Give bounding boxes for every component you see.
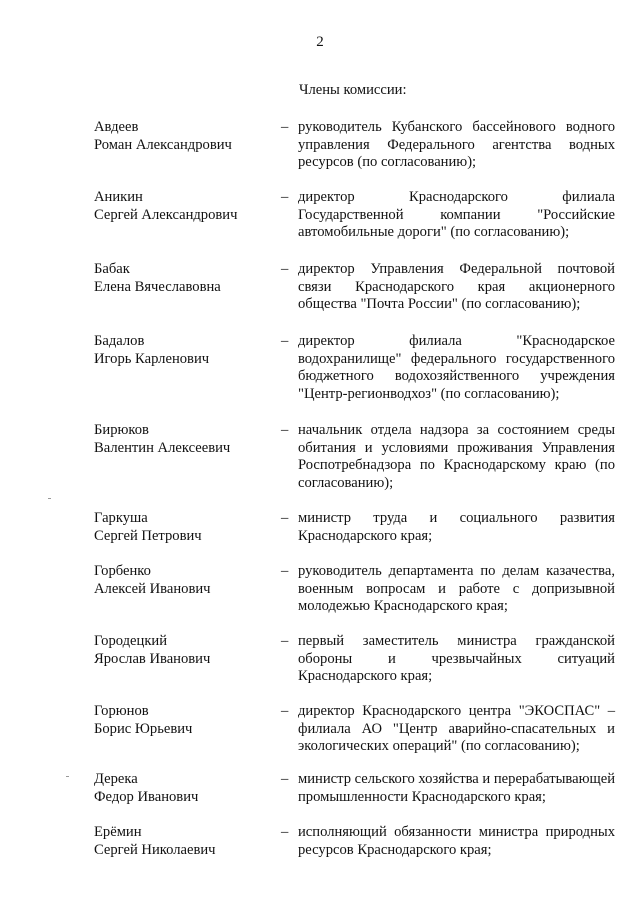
member-given-names: Валентин Алексеевич (94, 439, 231, 456)
member-role: исполняющий обязанности министра природных ресурсов Краснодарского края; (298, 824, 615, 858)
member-given-names: Ярослав Иванович (94, 650, 211, 667)
member-surname: Горбенко (94, 563, 151, 579)
member-surname: Бадалов (94, 333, 145, 349)
dash-separator: – (281, 189, 289, 205)
member-name (94, 510, 274, 545)
member-given-names: Сергей Петрович (94, 527, 202, 544)
member-surname: Бирюков (94, 422, 149, 438)
member-name (94, 189, 274, 224)
member-given-names: Федор Иванович (94, 788, 199, 805)
member-role: первый заместитель министра гражданской обороны и чрезвычайных ситуаций Краснодарского края; (298, 633, 615, 684)
dash-separator: – (281, 510, 289, 526)
member-role: директор филиала "Краснодарское водохранилище" федерального государственного бюджетного водохозяйственного учреждения "Центр-регионводхоз" (по согласованию); (298, 333, 615, 402)
member-surname: Горюнов (94, 703, 149, 719)
member-role: директор Краснодарского филиала Государственной компании "Российские автомобильные дороги" (по согласованию); (298, 189, 615, 240)
member-surname: Аникин (94, 189, 143, 205)
dash-separator: – (281, 119, 289, 135)
dash-separator: – (281, 633, 289, 649)
dash-separator: – (281, 261, 289, 277)
member-given-names: Борис Юрьевич (94, 720, 193, 737)
member-given-names: Игорь Карленович (94, 350, 210, 367)
member-role: руководитель департамента по делам казачества, военным вопросам и работе с допризывной молодежью Краснодарского края; (298, 563, 615, 614)
member-name (94, 563, 274, 598)
member-given-names: Сергей Александрович (94, 206, 238, 223)
member-name (94, 119, 274, 154)
member-role: директор Краснодарского центра "ЭКОСПАС" – филиала АО "Центр аварийно-спасательных и экологических операций" (по согласованию); (298, 703, 615, 754)
member-surname: Городецкий (94, 633, 168, 649)
member-name (94, 703, 274, 738)
member-role: директор Управления Федеральной почтовой связи Краснодарского края акционерного общества "Почта России" (по согласованию); (298, 261, 615, 312)
member-surname: Дерека (94, 771, 138, 787)
member-given-names: Алексей Иванович (94, 580, 211, 597)
member-given-names: Роман Александрович (94, 136, 232, 153)
dash-separator: – (281, 563, 289, 579)
member-name (94, 333, 274, 368)
member-given-names: Елена Вячеславовна (94, 278, 221, 295)
member-given-names: Сергей Николаевич (94, 841, 216, 858)
member-surname: Ерёмин (94, 824, 142, 840)
member-name (94, 771, 274, 806)
dash-separator: – (281, 703, 289, 719)
scan-speck (66, 776, 69, 777)
page-number: 2 (316, 34, 324, 50)
member-role: министр сельского хозяйства и перерабатывающей промышленности Краснодарского края; (298, 771, 616, 805)
member-role: начальник отдела надзора за состоянием среды обитания и условиями проживания Управления Роспотребнадзора по Краснодарскому краю (по согласованию); (298, 422, 615, 491)
member-role: руководитель Кубанского бассейнового водного управления Федерального агентства водных ресурсов (по согласованию); (298, 119, 615, 170)
member-role: министр труда и социального развития Краснодарского края; (298, 510, 615, 544)
member-name (94, 633, 274, 668)
member-surname: Гаркуша (94, 510, 148, 526)
member-name (94, 422, 274, 457)
section-title: Члены комиссии: (299, 82, 407, 98)
member-name (94, 261, 274, 296)
dash-separator: – (281, 824, 289, 840)
dash-separator: – (281, 422, 289, 438)
member-surname: Бабак (94, 261, 130, 277)
dash-separator: – (281, 333, 289, 349)
dash-separator: – (281, 771, 289, 787)
member-name (94, 824, 274, 859)
scan-speck (48, 498, 51, 499)
member-surname: Авдеев (94, 119, 139, 135)
